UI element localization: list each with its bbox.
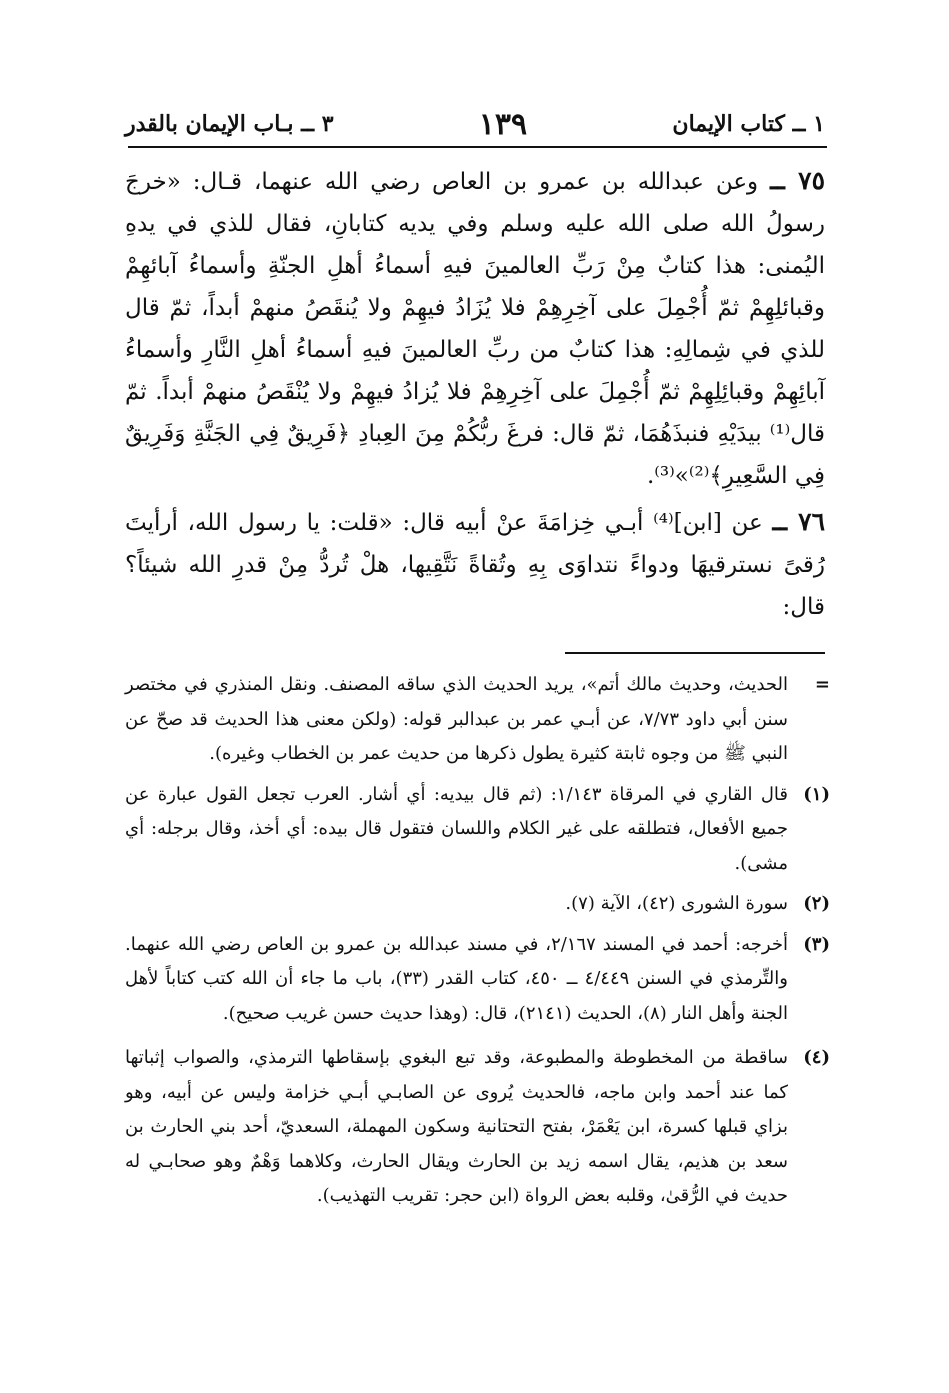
hadith-75 xyxy=(125,160,825,497)
running-header xyxy=(125,104,825,144)
hadith-76 xyxy=(125,501,825,628)
footnote-1 xyxy=(125,778,830,882)
hadith-number: ٧٦ ــ xyxy=(772,507,826,536)
hadith-text: عن [ابن]⁽⁴⁾ أبـي خِزامَةَ عنْ أبيه قال: «قلت: يا رسول الله، أرأيتَ رُقىً نسترقيهَا ودواءً نتداوَى بِهِ وتُقاةً نَتَّقِيها، هلْ تُردُّ مِنْ قدرِ الله شيئاً؟ قال: xyxy=(125,510,825,620)
chapter-title: ١ ــ كتاب الإيمان xyxy=(672,111,825,137)
footnote-divider xyxy=(565,652,825,654)
footnote-mark: = xyxy=(814,674,830,695)
footnote-mark: (١) xyxy=(803,783,830,805)
footnote-2 xyxy=(125,887,830,922)
footnote-text: أخرجه: أحمد في المسند ٢/١٦٧، في مسند عبدالله بن عمرو بن العاص رضي الله عنهما. والتِّرمذي في السنن ٤/٤٤٩ ــ ٤٥٠، كتاب القدر (٣٣)، باب ما جاء أن الله كتب كتاباً لأهل الجنة وأهل النار (٨)، الحديث (٢١٤١)، قال: (وهذا حديث حسن غريب صحيح). xyxy=(125,933,788,1024)
footnote-mark: (٤) xyxy=(803,1047,830,1068)
footnote-text: قال القاري في المرقاة ١/١٤٣: (ثم قال بيديه: أي أشار. العرب تجعل القول عبارة عن جميع الأفعال، فتطلقه على غير الكلام واللسان فتقول قال بيده: أي أخذ، وقال برجله: أي مشى). xyxy=(125,783,788,874)
footnote-text: الحديث، وحديث مالك أتم»، يريد الحديث الذي ساقه المصنف. ونقل المنذري في مختصر سنن أبي داود ٧/٧٣، عن أبـي عمر بن عبدالبر قوله: (ولكن معنى هذا الحديث قد صحّ عن النبي ﷺ من وجوه ثابتة كثيرة يطول ذكرها من حديث عمر بن الخطاب وغيره). xyxy=(125,674,788,764)
page-number: ١٣٩ xyxy=(478,106,528,142)
footnote-3 xyxy=(125,928,830,1032)
footnote-4 xyxy=(125,1041,830,1214)
footnote-text: سورة الشورى (٤٢)، الآية (٧). xyxy=(565,893,788,914)
hadith-number: ٧٥ ــ xyxy=(770,166,826,195)
hadith-text: وعن عبدالله بن عمرو بن العاص رضي الله عنهما، قـال: «خرجَ رسولُ الله صلى الله عليه وسلم وفي يديه كتابانِ، فقال للذي في يدهِ اليُمنى: هذا كتابٌ مِنْ رَبِّ العالمينَ فيهِ أسماءُ أهلِ الجنّةِ وأسماءُ آبائهِمْ وقبائلِهِمْ ثمّ أُجْمِلَ على آخِرِهِمْ فلا يُزَادُ فيهِمْ ولا يُنقَصُ منهمْ أبداً، ثمّ قال للذي في شِمالِهِ: هذا كتابٌ من ربِّ العالمينَ فيهِ أسماءُ أهلِ النَّارِ وأسماءُ آبائِهِمْ وقبائِلِهِمْ ثمّ أُجْمِلَ على آخِرِهِمْ فلا يُزادُ فيهِمْ ولا يُنْقَصُ منهمْ أبداً. ثمّ قال⁽¹⁾ بيدَيْهِ فنبذَهُمَا، ثمّ قال: فرغَ ربُّكُمْ مِنَ العِبادِ ﴿فَرِيقٌ فِي الجَنَّةِ وَفَرِيقٌ فِي السَّعِيرِ﴾⁽²⁾»⁽³⁾. xyxy=(125,169,825,489)
footnote-text: ساقطة من المخطوطة والمطبوعة، وقد تبع البغوي بإسقاطها الترمذي، والصواب إثباتها كما عند أحمد وابن ماجه، فالحديث يُروى عن الصابـي أبـي خزامة وليس عن أبيه، وهو بزاي قبلها كسرة، ابن يَعْمَرْ، بفتح التحتانية وسكون المهملة، السعديّ، أحد بني الحارث بن سعد بن هذيم، يقال اسمه زيد بن الحارث ويقال الحارث، وكلاهما وَهْمٌ وهو صحابـي له حديث في الرُّقىٰ، وقلبه بعض الرواة (ابن حجر: تقريب التهذيب). xyxy=(125,1047,788,1206)
footnote-mark: (٣) xyxy=(803,933,830,955)
footnotes xyxy=(125,668,830,1220)
header-divider xyxy=(128,146,827,148)
section-title: ٣ ــ بـاب الإيمان بالقدر xyxy=(125,111,334,137)
main-text xyxy=(125,160,825,632)
footnote-mark: (٢) xyxy=(803,893,830,914)
footnote-continuation xyxy=(125,668,830,772)
